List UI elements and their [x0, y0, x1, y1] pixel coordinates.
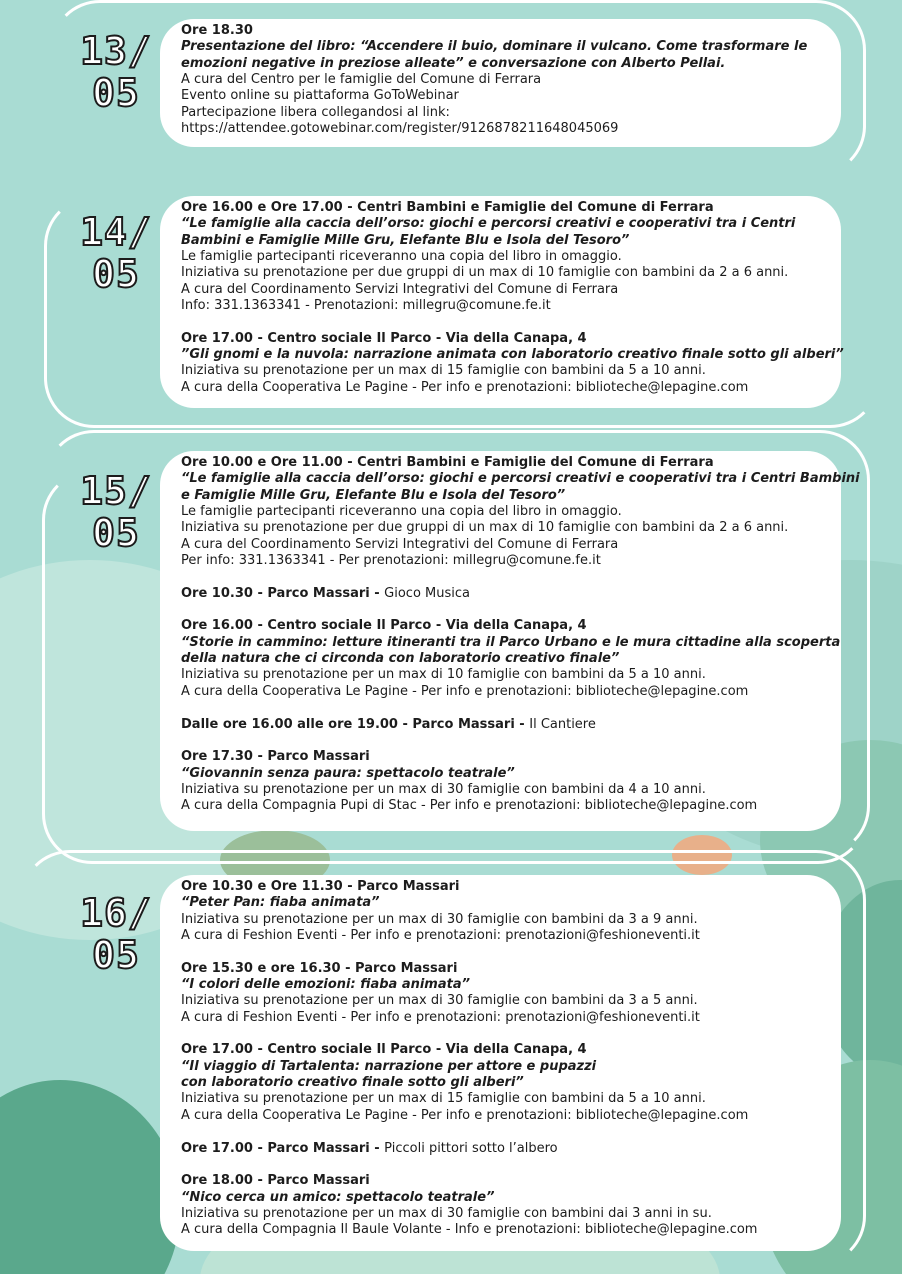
- event-title-plain: Piccoli pittori sotto l’albero: [384, 1140, 558, 1156]
- event-heading-inline: [181, 1141, 831, 1157]
- event-heading: Ore 16.00 - Centro sociale Il Parco - Via della Canapa, 4: [181, 618, 587, 634]
- spacer: [181, 569, 831, 585]
- event-heading: Ore 15.30 e ore 16.30 - Parco Massari: [181, 960, 458, 976]
- spacer: [181, 1157, 831, 1173]
- date-day: 14/: [80, 210, 152, 254]
- event-title: “Peter Pan: fiaba animata”: [181, 895, 380, 911]
- event-heading: Ore 10.30 e Ore 11.30 - Parco Massari: [181, 879, 460, 894]
- date-label: [62, 211, 170, 295]
- event-heading: Ore 17.00 - Centro sociale Il Parco - Via della Canapa, 4: [181, 1042, 587, 1058]
- event-title: “Storie in cammino: letture itineranti tra il Parco Urbano e le mura cittadine alla scoperta: [181, 634, 841, 650]
- event-heading: Ore 10.30 - Parco Massari -: [181, 585, 385, 601]
- date-month: 05: [92, 933, 140, 977]
- event-heading: Ore 17.00 - Centro sociale Il Parco - Via della Canapa, 4: [181, 330, 587, 346]
- spacer: [181, 733, 831, 749]
- event-contact: A cura della Cooperativa Le Pagine - Per info e prenotazioni: biblioteche@lepagine.com: [181, 683, 749, 699]
- event-title: ”Gli gnomi e la nuvola: narrazione animata con laboratorio creativo finale sotto gli alberi”: [181, 347, 844, 363]
- event-heading: Ore 10.00 e Ore 11.00 - Centri Bambini e Famiglie del Comune di Ferrara: [181, 455, 714, 470]
- event-contact: Per info: 331.1363341 - Per prenotazioni: millegru@comune.fe.it: [181, 553, 601, 569]
- event-heading: Ore 17.30 - Parco Massari: [181, 749, 370, 765]
- event-title: “Il viaggio di Tartalenta: narrazione per attore e pupazzi: [181, 1058, 597, 1074]
- event-heading: Ore 17.00 - Parco Massari -: [181, 1140, 385, 1156]
- date-month: 05: [92, 71, 140, 115]
- event-organizer: A cura del Coordinamento Servizi Integrativi del Comune di Ferrara: [181, 536, 619, 552]
- event-info: Iniziativa su prenotazione per un max di 30 famiglie con bambini dai 3 anni in su.: [181, 1205, 712, 1221]
- event-contact: A cura della Cooperativa Le Pagine - Per info e prenotazioni: biblioteche@lepagine.com: [181, 1107, 749, 1123]
- event-info: Iniziativa su prenotazione per un max di 15 famiglie con bambini da 5 a 10 anni.: [181, 363, 706, 379]
- event-info: Iniziativa su prenotazione per un max di 10 famiglie con bambini da 5 a 10 anni.: [181, 667, 706, 683]
- event-contact: A cura della Compagnia Pupi di Stac - Per info e prenotazioni: biblioteche@lepagine.com: [181, 798, 758, 814]
- event-heading-inline: [181, 586, 831, 602]
- event-title: “Le famiglie alla caccia dell’orso: giochi e percorsi creativi e cooperativi tra i Centri: [181, 216, 796, 232]
- event-card: [160, 19, 841, 147]
- event-info: Iniziativa su prenotazione per un max di 30 famiglie con bambini da 3 a 5 anni.: [181, 993, 698, 1009]
- event-card: [160, 451, 860, 831]
- event-contact: Info: 331.1363341 - Prenotazioni: millegru@comune.fe.it: [181, 298, 551, 314]
- date-label: [62, 892, 170, 976]
- event-info: Iniziativa su prenotazione per due gruppi di un max di 10 famiglie con bambini da 2 a 6 anni.: [181, 265, 789, 281]
- event-title: e Famiglie Mille Gru, Elefante Blu e Isola del Tesoro”: [181, 487, 566, 503]
- spacer: [181, 944, 831, 960]
- event-title: “Giovannin senza paura: spettacolo teatrale”: [181, 765, 515, 781]
- event-title: “Le famiglie alla caccia dell’orso: giochi e percorsi creativi e cooperativi tra i Centri Bambini: [181, 471, 860, 487]
- event-title-plain: Il Cantiere: [529, 716, 596, 732]
- date-day: 15/: [80, 469, 152, 513]
- event-info: Evento online su piattaforma GoToWebinar: [181, 88, 459, 104]
- event-info: Iniziativa su prenotazione per un max di 30 famiglie con bambini da 3 a 9 anni.: [181, 911, 698, 927]
- date-month: 05: [92, 511, 140, 555]
- event-heading: Dalle ore 16.00 alle ore 19.00 - Parco Massari -: [181, 716, 530, 732]
- event-contact: A cura della Cooperativa Le Pagine - Per info e prenotazioni: biblioteche@lepagine.com: [181, 379, 749, 395]
- event-card: [160, 196, 844, 408]
- event-contact: A cura della Compagnia Il Baule Volante - Info e prenotazioni: biblioteche@lepagine.com: [181, 1222, 758, 1238]
- spacer: [181, 1124, 831, 1140]
- date-day: 13/: [80, 29, 152, 73]
- event-info: Iniziativa su prenotazione per un max di 30 famiglie con bambini da 4 a 10 anni.: [181, 781, 706, 797]
- day-section-13-05: [62, 10, 850, 156]
- event-info: Le famiglie partecipanti riceveranno una copia del libro in omaggio.: [181, 504, 622, 520]
- event-title: Bambini e Famiglie Mille Gru, Elefante Blu e Isola del Tesoro”: [181, 232, 630, 248]
- event-contact: A cura di Feshion Eventi - Per info e prenotazioni: prenotazioni@feshioneventi.it: [181, 928, 700, 944]
- event-heading: Ore 16.00 e Ore 17.00 - Centri Bambini e Famiglie del Comune di Ferrara: [181, 200, 714, 215]
- day-section-15-05: [62, 442, 860, 840]
- event-link[interactable]: https://attendee.gotowebinar.com/register/9126878211648045069: [181, 121, 619, 137]
- event-card: [160, 875, 841, 1251]
- spacer: [181, 700, 831, 716]
- event-title: della natura che ci circonda con laboratorio creativo finale”: [181, 651, 620, 667]
- spacer: [181, 314, 831, 330]
- event-info: Partecipazione libera collegandosi al link:: [181, 104, 450, 120]
- event-title: “I colori delle emozioni: fiaba animata”: [181, 977, 470, 993]
- day-section-14-05: [62, 187, 850, 417]
- spacer: [181, 602, 831, 618]
- date-label: [62, 470, 170, 554]
- event-organizer: A cura del Coordinamento Servizi Integrativi del Comune di Ferrara: [181, 281, 619, 297]
- event-organizer: A cura del Centro per le famiglie del Comune di Ferrara: [181, 72, 542, 88]
- event-heading: Ore 18.00 - Parco Massari: [181, 1173, 370, 1189]
- date-month: 05: [92, 252, 140, 296]
- event-info: Iniziativa su prenotazione per un max di 15 famiglie con bambini da 5 a 10 anni.: [181, 1091, 706, 1107]
- event-heading-inline: [181, 717, 831, 733]
- date-day: 16/: [80, 891, 152, 935]
- spacer: [181, 1026, 831, 1042]
- date-label: [62, 30, 170, 114]
- day-section-16-05: [62, 866, 850, 1260]
- event-title: “Nico cerca un amico: spettacolo teatrale”: [181, 1189, 495, 1205]
- event-title: con laboratorio creativo finale sotto gli alberi”: [181, 1075, 524, 1091]
- event-contact: A cura di Feshion Eventi - Per info e prenotazioni: prenotazioni@feshioneventi.it: [181, 1009, 700, 1025]
- event-info: Iniziativa su prenotazione per due gruppi di un max di 10 famiglie con bambini da 2 a 6 anni.: [181, 520, 789, 536]
- event-title: Presentazione del libro: “Accendere il buio, dominare il vulcano. Come trasformare le: [181, 39, 808, 55]
- event-info: Le famiglie partecipanti riceveranno una copia del libro in omaggio.: [181, 249, 622, 265]
- event-time: Ore 18.30: [181, 23, 253, 38]
- event-title: emozioni negative in preziose alleate” e conversazione con Alberto Pellai.: [181, 55, 726, 71]
- event-title-plain: Gioco Musica: [384, 585, 470, 601]
